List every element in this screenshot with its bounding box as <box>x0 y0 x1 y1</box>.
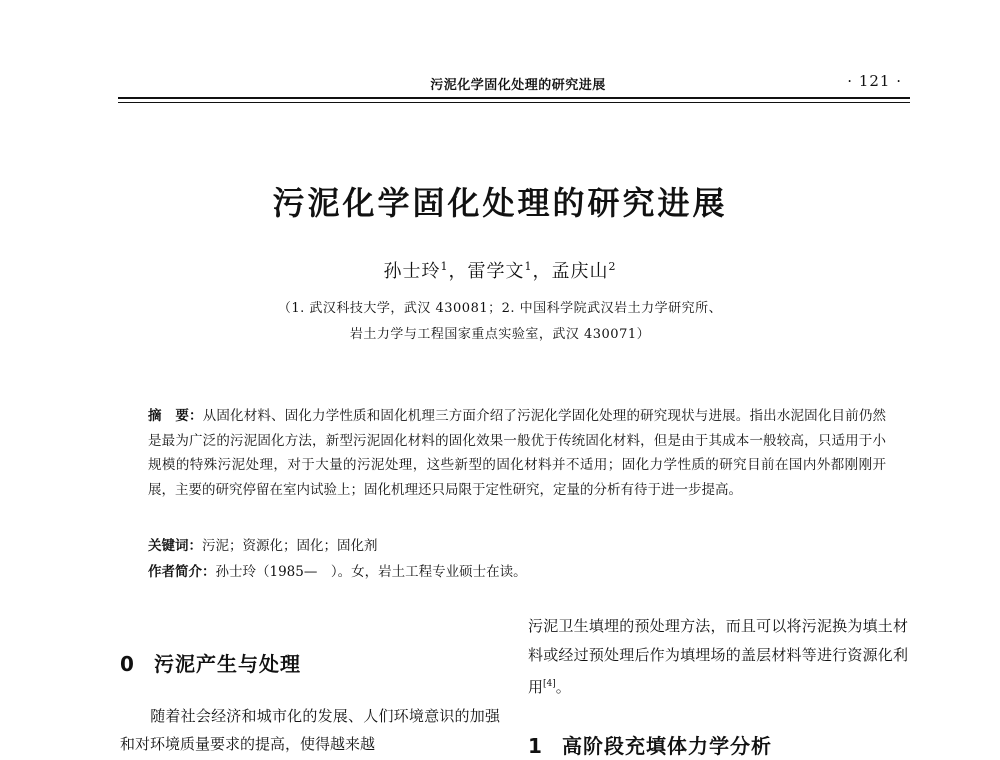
author-bio-text: 孙士玲（1985— ）。女，岩土工程专业硕士在读。 <box>215 564 527 580</box>
author-name: 孟庆山 <box>551 261 609 282</box>
section-number: 1 <box>528 734 543 758</box>
author-bio <box>148 560 886 580</box>
running-header <box>118 68 908 96</box>
section-title: 污泥产生与处理 <box>154 652 301 676</box>
section-number: 0 <box>120 652 135 676</box>
affiliation-line-1: （1. 武汉科技大学，武汉 430081；2. 中国科学院武汉岩土力学研究所、 <box>277 301 723 316</box>
page-number: · 121 · <box>847 72 902 90</box>
keywords-label: 关键词： <box>148 538 202 554</box>
section-0-body <box>120 702 500 758</box>
keywords-text: 污泥；资源化；固化；固化剂 <box>202 538 378 554</box>
author-affiliation-mark: 1 <box>524 260 533 273</box>
author-separator: ， <box>448 261 468 282</box>
author-name: 雷学文 <box>467 261 525 282</box>
right-column-paragraph <box>528 612 908 702</box>
citation-reference: [4] <box>543 679 556 689</box>
running-header-title: 污泥化学固化处理的研究进展 <box>430 78 606 93</box>
section-title: 高阶段充填体力学分析 <box>562 734 772 758</box>
abstract-label: 摘 要： <box>148 408 203 424</box>
affiliation-line-2: 岩土力学与工程国家重点实验室，武汉 430071） <box>349 327 651 342</box>
abstract <box>148 404 886 502</box>
header-rule-thin <box>118 102 910 103</box>
right-column-text: 污泥卫生填埋的预处理方法，而且可以将污泥换为填土材料或经过预处理后作为填埋场的盖层材料等进行资源化利用 <box>528 617 908 696</box>
author-list <box>0 257 1000 283</box>
author-separator: ， <box>532 261 552 282</box>
author-bio-label: 作者简介： <box>148 564 216 580</box>
author-affiliation-mark: 1 <box>440 260 449 273</box>
author-affiliation-mark: 2 <box>608 260 617 273</box>
paper-title: 污泥化学固化处理的研究进展 <box>272 184 728 222</box>
keywords <box>148 534 886 554</box>
abstract-text: 从固化材料、固化力学性质和固化机理三方面介绍了污泥化学固化处理的研究现状与进展。指出水泥固化目前仍然是最为广泛的污泥固化方法，新型污泥固化材料的固化效果一般优于传统固化材料，但是由于其成本一般较高，只适用于小规模的特殊污泥处理，对于大量的污泥处理，这些新型的固化材料并不适用；固化力学性质的研究目前在国内外都刚刚开展，主要的研究停留在室内试验上；固化机理还只局限于定性研究，定量的分析有待于进一步提高。 <box>148 408 887 498</box>
author-name: 孙士玲 <box>383 261 441 282</box>
header-rule-thick <box>118 97 910 99</box>
section-1-heading <box>528 730 772 759</box>
section-0-paragraph: 随着社会经济和城市化的发展、人们环境意识的加强和对环境质量要求的提高，使得越来越 <box>120 707 500 753</box>
right-column-tail: 。 <box>555 678 571 696</box>
section-0-heading <box>120 648 301 677</box>
